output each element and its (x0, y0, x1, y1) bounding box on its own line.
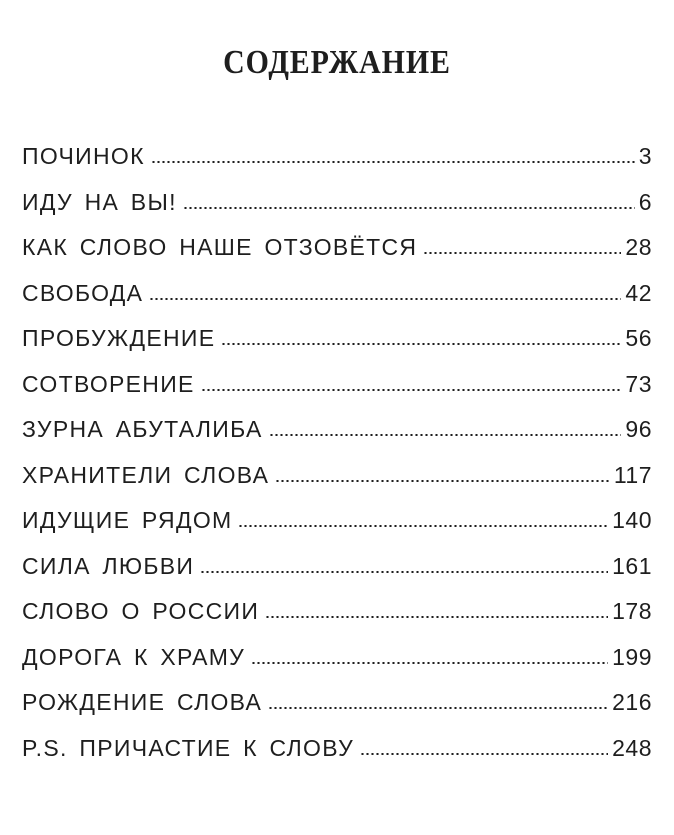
toc-entry-page: 56 (625, 325, 652, 351)
toc-entry-title: СОТВОРЕНИЕ (22, 370, 195, 397)
table-of-contents (22, 143, 652, 780)
toc-entry-title: ПОЧИНОК (22, 143, 145, 169)
toc-entry-page: 117 (613, 461, 652, 488)
dot-leader (269, 434, 622, 436)
toc-entry-title: ЗУРНА АБУТАЛИБА (22, 416, 263, 442)
dot-leader (251, 662, 608, 664)
toc-entry-page: 28 (625, 234, 652, 260)
toc-entry-title: СИЛА ЛЮБВИ (22, 552, 195, 579)
toc-entry-title: СВОБОДА (22, 279, 144, 306)
toc-entry (22, 735, 652, 781)
dot-leader (149, 298, 621, 300)
dot-leader (151, 161, 635, 163)
toc-entry-page: 248 (612, 734, 652, 761)
dot-leader (423, 252, 621, 254)
dot-leader (221, 343, 621, 345)
toc-entry-title: ИДУ НА ВЫ! (22, 188, 177, 215)
toc-entry (22, 644, 652, 690)
toc-entry-page: 73 (625, 370, 652, 397)
toc-entry (22, 462, 652, 508)
dot-leader (265, 616, 608, 618)
toc-entry (22, 280, 652, 326)
toc-entry (22, 371, 652, 417)
toc-entry-page: 96 (625, 416, 652, 442)
dot-leader (268, 707, 608, 709)
toc-entry-title: ХРАНИТЕЛИ СЛОВА (22, 461, 270, 488)
toc-entry-title: ДОРОГА К ХРАМУ (22, 643, 246, 670)
toc-entry-title: СЛОВО О РОССИИ (22, 598, 260, 624)
toc-entry-page: 6 (638, 188, 652, 215)
toc-entry-page: 140 (612, 507, 652, 533)
toc-entry-page: 178 (612, 598, 652, 624)
toc-entry-title: ИДУЩИЕ РЯДОМ (22, 507, 233, 533)
dot-leader (360, 753, 608, 755)
toc-entry (22, 416, 652, 462)
dot-leader (238, 525, 608, 527)
page-title: СОДЕРЖАНИЕ (223, 44, 451, 81)
toc-entry (22, 325, 652, 371)
toc-entry-title: P.S. ПРИЧАСТИЕ К СЛОВУ (22, 734, 355, 761)
toc-entry (22, 234, 652, 280)
toc-entry-page: 42 (625, 279, 652, 306)
toc-entry (22, 507, 652, 553)
toc-entry-page: 199 (612, 643, 652, 670)
dot-leader (275, 480, 610, 482)
toc-entry (22, 189, 652, 235)
dot-leader (200, 571, 608, 573)
toc-entry (22, 143, 652, 189)
toc-entry-title: ПРОБУЖДЕНИЕ (22, 325, 216, 351)
toc-entry (22, 598, 652, 644)
toc-entry-page: 3 (638, 143, 652, 169)
toc-entry-title: КАК СЛОВО НАШЕ ОТЗОВЁТСЯ (22, 234, 418, 260)
toc-entry-page: 161 (612, 552, 652, 579)
toc-entry (22, 689, 652, 735)
toc-entry-title: РОЖДЕНИЕ СЛОВА (22, 689, 263, 715)
toc-entry (22, 553, 652, 599)
dot-leader (183, 207, 635, 209)
dot-leader (201, 389, 622, 391)
toc-entry-page: 216 (612, 689, 652, 715)
